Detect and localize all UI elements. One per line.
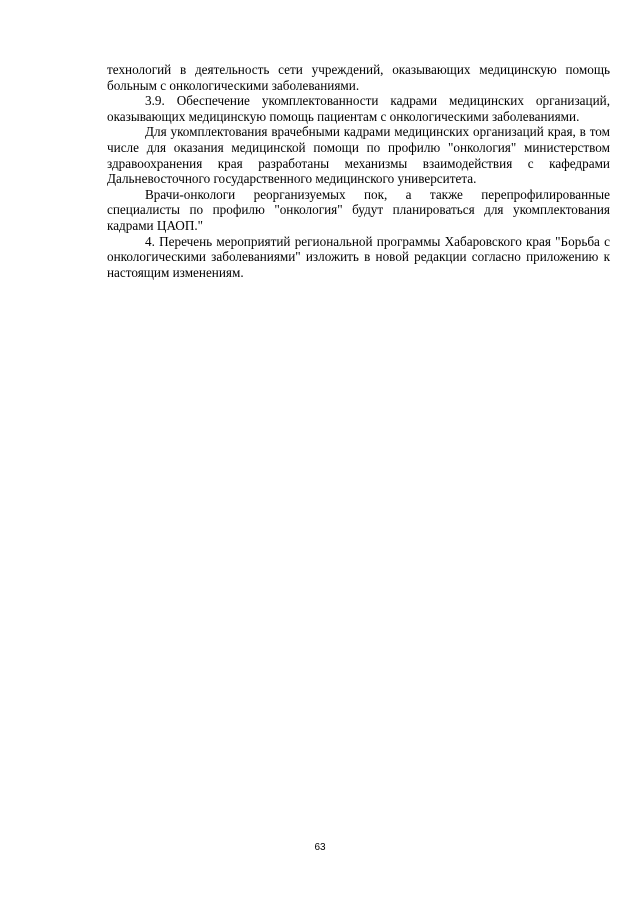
paragraph-oncologists: Врачи-онкологи реорганизуемых пок, а также перепрофилированные специалисты по профилю "онкология" будут планироваться для укомплектования кадрами ЦАОП." — [107, 186, 610, 233]
paragraph-staffing-mechanisms: Для укомплектования врачебными кадрами медицинских организаций края, в том числе для оказания медицинской помощи по профилю "онкология" министерством здравоохранения края разработаны механизмы взаимодействия с кафедрами Дальневосточного государственного медицинского университета. — [107, 124, 610, 187]
paragraph-item-4: 4. Перечень мероприятий региональной программы Хабаровского края "Борьба с онкологическими заболеваниями" изложить в новой редакции согласно приложению к настоящим изменениям. — [107, 233, 610, 280]
document-body — [107, 62, 610, 280]
paragraph-continuation: технологий в деятельность сети учреждений, оказывающих медицинскую помощь больным с онкологическими заболеваниями. — [107, 62, 610, 93]
paragraph-section-3-9: 3.9. Обеспечение укомплектованности кадрами медицинских организаций, оказывающих медицинскую помощь пациентам с онкологическими заболеваниями. — [107, 93, 610, 124]
page-number: 63 — [314, 842, 326, 853]
